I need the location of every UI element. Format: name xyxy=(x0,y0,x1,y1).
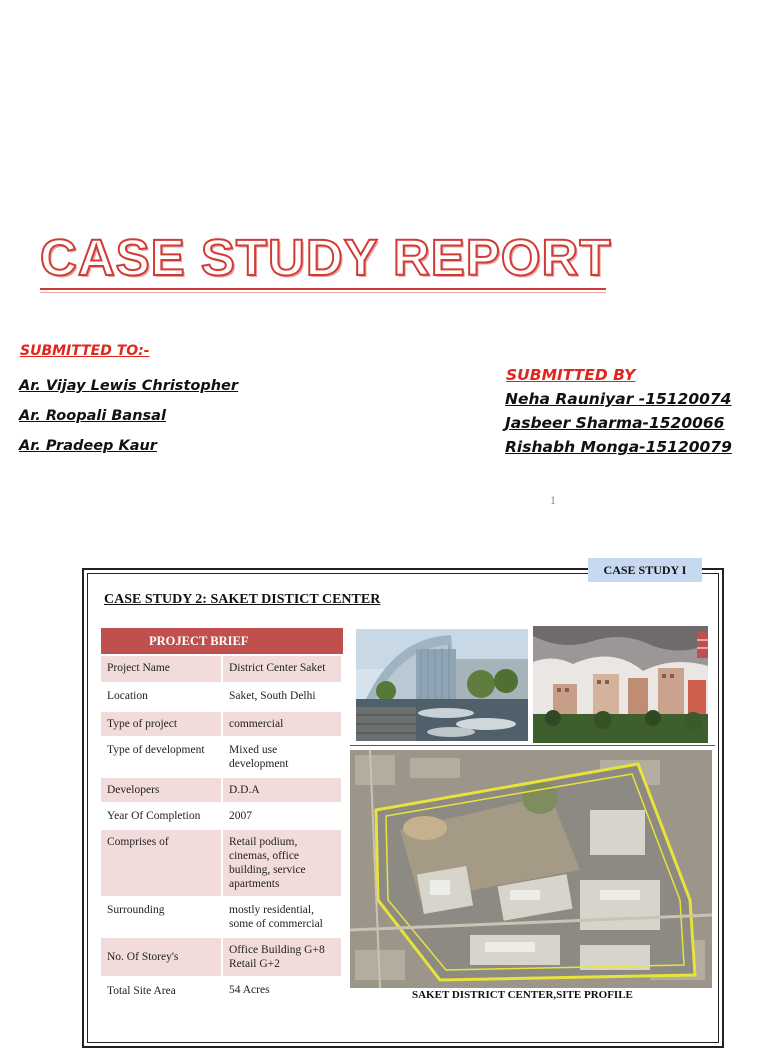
submitted-by-heading: SUBMITTED BY xyxy=(506,366,636,384)
row-value: District Center Saket xyxy=(223,656,343,684)
site-profile-caption: SAKET DISTRICT CENTER,SITE PROFILE xyxy=(412,989,633,1001)
building-photo xyxy=(356,629,528,741)
table-row xyxy=(101,830,343,898)
row-value: Office Building G+8 Retail G+2 xyxy=(223,938,343,978)
row-label: Developers xyxy=(101,778,223,804)
submitted-to-name: Ar. Pradeep Kaur xyxy=(19,438,157,454)
row-value: 54 Acres xyxy=(223,978,343,1006)
row-label: Comprises of xyxy=(101,830,223,898)
submitted-to-name: Ar. Roopali Bansal xyxy=(19,408,166,424)
row-value: Saket, South Delhi xyxy=(223,684,343,712)
report-title: CASE STUDY REPORT xyxy=(40,229,612,286)
case-study-tag: CASE STUDY I xyxy=(588,558,702,582)
table-row xyxy=(101,684,343,712)
row-label: Project Name xyxy=(101,656,223,684)
page-number: 1 xyxy=(550,493,556,507)
site-aerial-map xyxy=(350,750,712,988)
row-value: 2007 xyxy=(223,804,343,830)
row-value: mostly residential, some of commercial xyxy=(223,898,343,938)
row-label: Total Site Area xyxy=(101,978,223,1006)
submitted-by-name: Jasbeer Sharma-1520066 xyxy=(505,414,725,432)
table-row xyxy=(101,778,343,804)
project-brief-heading: PROJECT BRIEF xyxy=(101,628,343,656)
submitted-to-name: Ar. Vijay Lewis Christopher xyxy=(19,378,239,394)
row-value: Mixed use development xyxy=(223,738,343,778)
row-label: No. Of Storey's xyxy=(101,938,223,978)
row-label: Year Of Completion xyxy=(101,804,223,830)
row-label: Type of project xyxy=(101,712,223,738)
table-row xyxy=(101,656,343,684)
divider-line xyxy=(350,745,715,746)
submitted-to-heading: SUBMITTED TO:- xyxy=(20,343,150,359)
submitted-by-name: Rishabh Monga-15120079 xyxy=(505,438,732,456)
row-value: Retail podium, cinemas, office building, service apartments xyxy=(223,830,343,898)
row-label: Type of development xyxy=(101,738,223,778)
submitted-by-name: Neha Rauniyar -15120074 xyxy=(505,390,732,408)
title-underline-shadow xyxy=(40,292,606,293)
row-value: commercial xyxy=(223,712,343,738)
row-label: Location xyxy=(101,684,223,712)
table-row xyxy=(101,978,343,1006)
table-row xyxy=(101,898,343,938)
district-center-render xyxy=(533,626,708,743)
row-value: D.D.A xyxy=(223,778,343,804)
table-row xyxy=(101,804,343,830)
project-brief-table xyxy=(101,628,343,1006)
table-row xyxy=(101,738,343,778)
table-row xyxy=(101,938,343,978)
case-study-title: CASE STUDY 2: SAKET DISTICT CENTER xyxy=(104,592,381,607)
title-underline xyxy=(40,288,606,290)
row-label: Surrounding xyxy=(101,898,223,938)
table-row xyxy=(101,712,343,738)
